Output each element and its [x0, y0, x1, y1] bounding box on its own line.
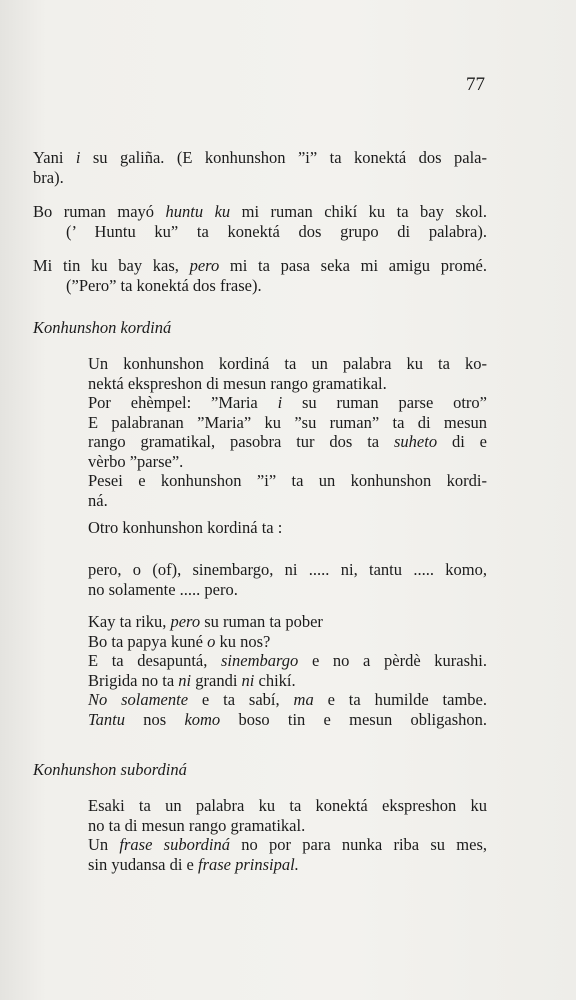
text-line: no ta di mesun rango gramatikal. — [88, 815, 306, 835]
text-line: Esaki ta un palabra ku ta konektá ekspreshon ku — [88, 796, 487, 815]
text-line: no solamente ..... pero. — [88, 579, 238, 599]
example-line: No solamente e ta sabí, ma e ta humilde tambe. — [88, 690, 487, 709]
text-line: Pesei e konhunshon ”i” ta un konhunshon kordi- — [88, 471, 487, 490]
text-line: Por ehèmpel: ”Maria i su ruman parse otro” — [88, 393, 487, 412]
text-line: Un konhunshon kordiná ta un palabra ku ta ko- — [88, 354, 487, 373]
text-line: vèrbo ”parse”. — [88, 451, 184, 471]
text-line: sin yudansa di e frase prinsipal. — [88, 854, 299, 874]
text-line: E palabranan ”Maria” ku ”su ruman” ta di mesun — [88, 412, 487, 432]
text-line: Un frase subordiná no por para nunka riba su mes, — [88, 835, 487, 854]
text-line: nektá ekspreshon di mesun rango gramatikal. — [88, 373, 387, 393]
paragraph-yani — [33, 148, 487, 187]
text-line: (’ Huntu ku” ta konektá dos grupo di palabra). — [66, 221, 487, 241]
text-line: ná. — [88, 490, 108, 510]
example-line: Bo ta papya kuné o ku nos? — [88, 631, 271, 651]
examples-block — [88, 612, 487, 729]
otro-line — [88, 518, 487, 538]
paragraph-huntu-ku — [33, 202, 487, 241]
text-line: bra). — [33, 167, 64, 187]
definition-subordina — [88, 796, 487, 874]
section-heading-subordina: Konhunshon subordiná — [33, 760, 187, 779]
section-heading-kordina: Konhunshon kordiná — [33, 318, 172, 337]
example-line: E ta desapuntá, sinembargo e no a pèrdè kurashi. — [88, 651, 487, 670]
text-line: (”Pero” ta konektá dos frase). — [66, 275, 262, 295]
text-line: pero, o (of), sinembargo, ni ..... ni, tantu ..... komo, — [88, 560, 487, 579]
paragraph-pero — [33, 256, 487, 295]
text-line: Otro konhunshon kordiná ta : — [88, 518, 283, 537]
text-line: Yani i su galiña. (E konhunshon ”i” ta konektá dos pala- — [33, 148, 487, 167]
text-line: Bo ruman mayó huntu ku mi ruman chikí ku ta bay skol. — [33, 202, 487, 221]
text-line: Mi tin ku bay kas, pero mi ta pasa seka mi amigu promé. — [33, 256, 487, 275]
example-line: Kay ta riku, pero su ruman ta pober — [88, 612, 323, 631]
text-line: rango gramatikal, pasobra tur dos ta suheto di e — [88, 432, 487, 451]
example-line: Tantu nos komo boso tin e mesun obligashon. — [88, 709, 488, 729]
example-line: Brigida no ta ni grandi ni chikí. — [88, 670, 296, 690]
page-number: 77 — [466, 74, 485, 95]
conjunction-list — [88, 560, 487, 599]
definition-kordina — [88, 354, 487, 510]
